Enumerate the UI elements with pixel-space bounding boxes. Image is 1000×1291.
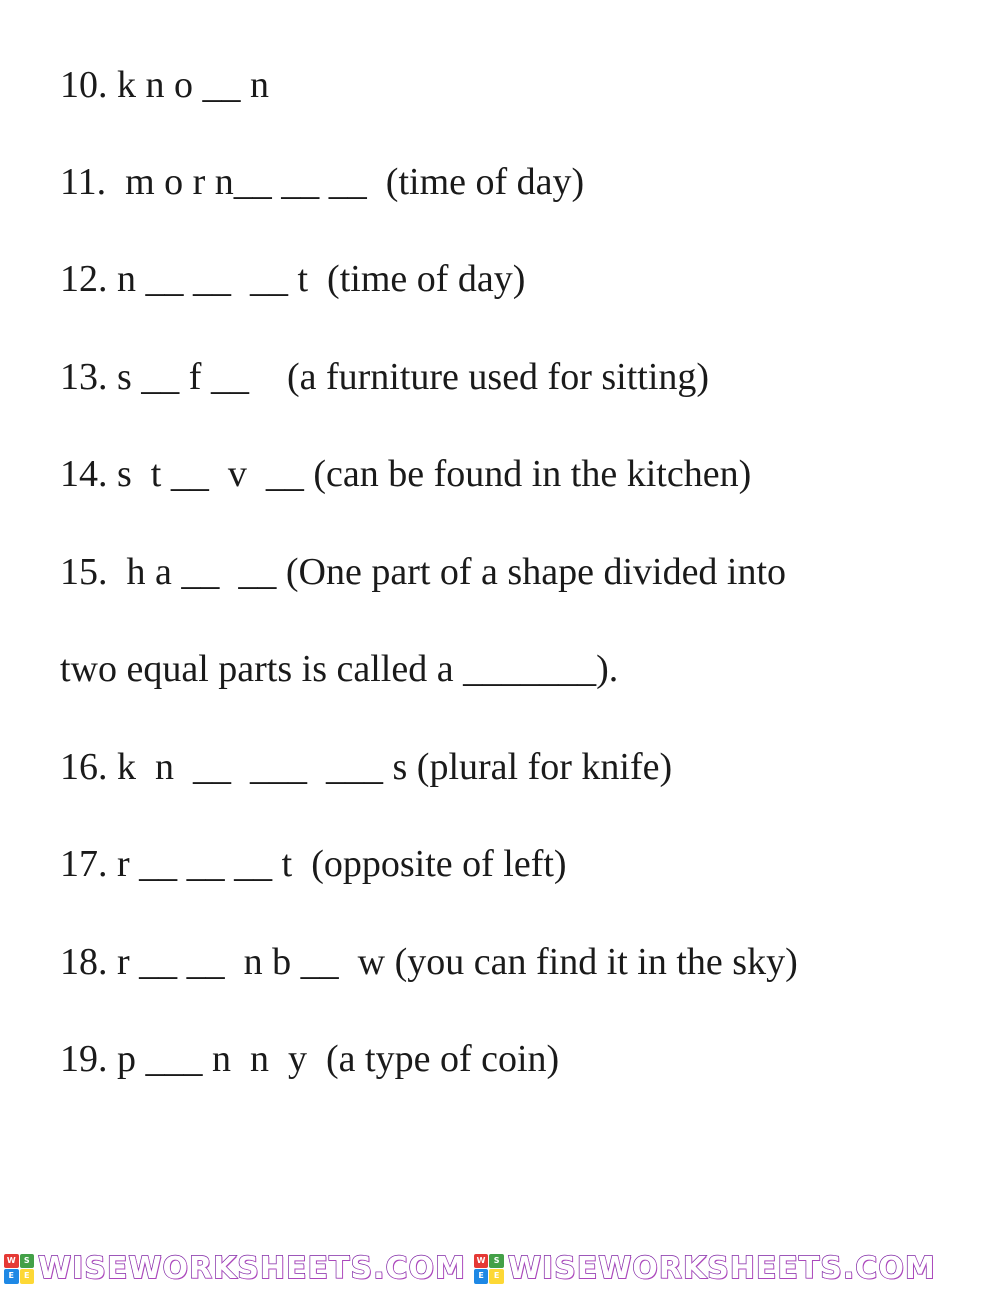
item-12: 12. n __ __ __ t (time of day) (60, 258, 526, 300)
item-15: 15. h a __ __ (One part of a shape divided into (60, 551, 787, 593)
logo-square: S (489, 1254, 504, 1269)
item-11: 11. m o r n__ __ __ (time of day) (60, 161, 585, 203)
logo-square: W (4, 1254, 19, 1269)
item-18: 18. r __ __ n b __ w (you can find it in the sky) (60, 941, 798, 983)
logo-squares-icon (474, 1254, 504, 1284)
brand-text-2: WISEWORKSHEETS.COM (507, 1251, 936, 1286)
item-15-continued: two equal parts is called a _______). (60, 648, 619, 690)
item-10: 10. k n o __ n (60, 64, 269, 106)
item-14: 14. s t __ v __ (can be found in the kitchen) (60, 453, 752, 495)
item-16: 16. k n __ ___ ___ s (plural for knife) (60, 746, 673, 788)
logo-square: E (4, 1269, 19, 1284)
logo-squares-icon (4, 1254, 34, 1284)
item-19: 19. p ___ n n y (a type of coin) (60, 1038, 560, 1080)
logo-square: W (474, 1254, 489, 1269)
item-13: 13. s __ f __ (a furniture used for sitting) (60, 356, 710, 398)
logo-square: S (20, 1254, 35, 1269)
logo-square: E (489, 1269, 504, 1284)
brand-logo-2 (474, 1249, 936, 1289)
item-17: 17. r __ __ __ t (opposite of left) (60, 843, 567, 885)
footer-watermark (0, 1246, 1000, 1291)
brand-text-1: WISEWORKSHEETS.COM (38, 1251, 466, 1286)
logo-square: E (20, 1269, 35, 1284)
logo-square: E (474, 1269, 489, 1284)
brand-logo-1 (4, 1249, 466, 1289)
